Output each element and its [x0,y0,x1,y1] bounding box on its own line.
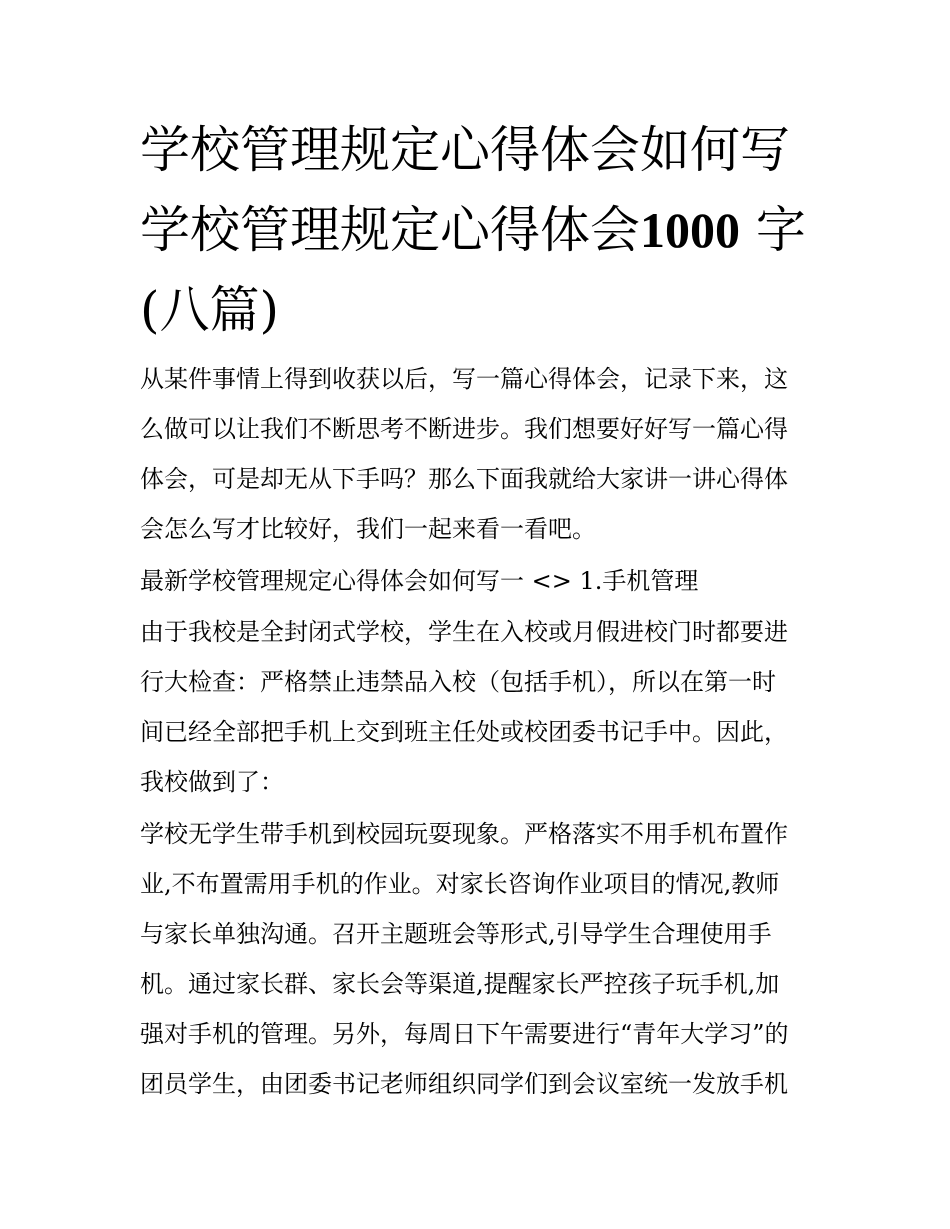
paragraph-phone-management [140,809,820,1109]
title-word-count: 1000 [640,202,740,258]
paragraph-line: 业,不布置需用手机的作业。对家长咨询作业项目的情况,教师 [140,870,780,898]
paragraph-line: 从某件事情上得到收获以后，写一篇心得体会，记录下来，这 [140,365,788,393]
paragraph-line: 间已经全部把手机上交到班主任处或校团委书记手中。因此， [140,718,788,746]
title-line-3: (八篇) [140,281,280,339]
paragraph-intro [140,354,820,554]
paragraph-phone-policy [140,607,820,807]
paragraph-line: 会怎么写才比较好，我们一起来看一看吧。 [140,515,596,543]
title-line-2-text: 学校管理规定心得体会 [140,201,640,259]
paragraph-line: 么做可以让我们不断思考不断进步。我们想要好好写一篇心得 [140,415,788,443]
paragraph-line: 机。通过家长群、家长会等渠道,提醒家长严控孩子玩手机,加 [140,970,780,998]
section-heading-line: 最新学校管理规定心得体会如何写一 <> 1.手机管理 [140,567,699,595]
title-line-2-suffix: 字 [740,201,806,259]
section-heading [140,556,820,606]
paragraph-line: 强对手机的管理。另外，每周日下午需要进行“青年大学习”的 [140,1020,789,1048]
paragraph-line: 学校无学生带手机到校园玩耍现象。严格落实不用手机布置作 [140,820,788,848]
paragraph-line: 行大检查：严格禁止违禁品入校（包括手机），所以在第一时 [140,668,776,696]
paragraph-line: 体会，可是却无从下手吗？那么下面我就给大家讲一讲心得体 [140,465,788,493]
paragraph-line: 我校做到了： [140,768,284,796]
title-line-2 [140,190,830,270]
paragraph-line: 与家长单独沟通。召开主题班会等形式,引导学生合理使用手 [140,920,772,948]
paragraph-line: 由于我校是全封闭式学校，学生在入校或月假进校门时都要进 [140,618,788,646]
paragraph-line: 团员学生，由团委书记老师组织同学们到会议室统一发放手机 [140,1070,788,1098]
title-line-1: 学校管理规定心得体会如何写 [140,121,790,179]
document-title [140,110,830,350]
